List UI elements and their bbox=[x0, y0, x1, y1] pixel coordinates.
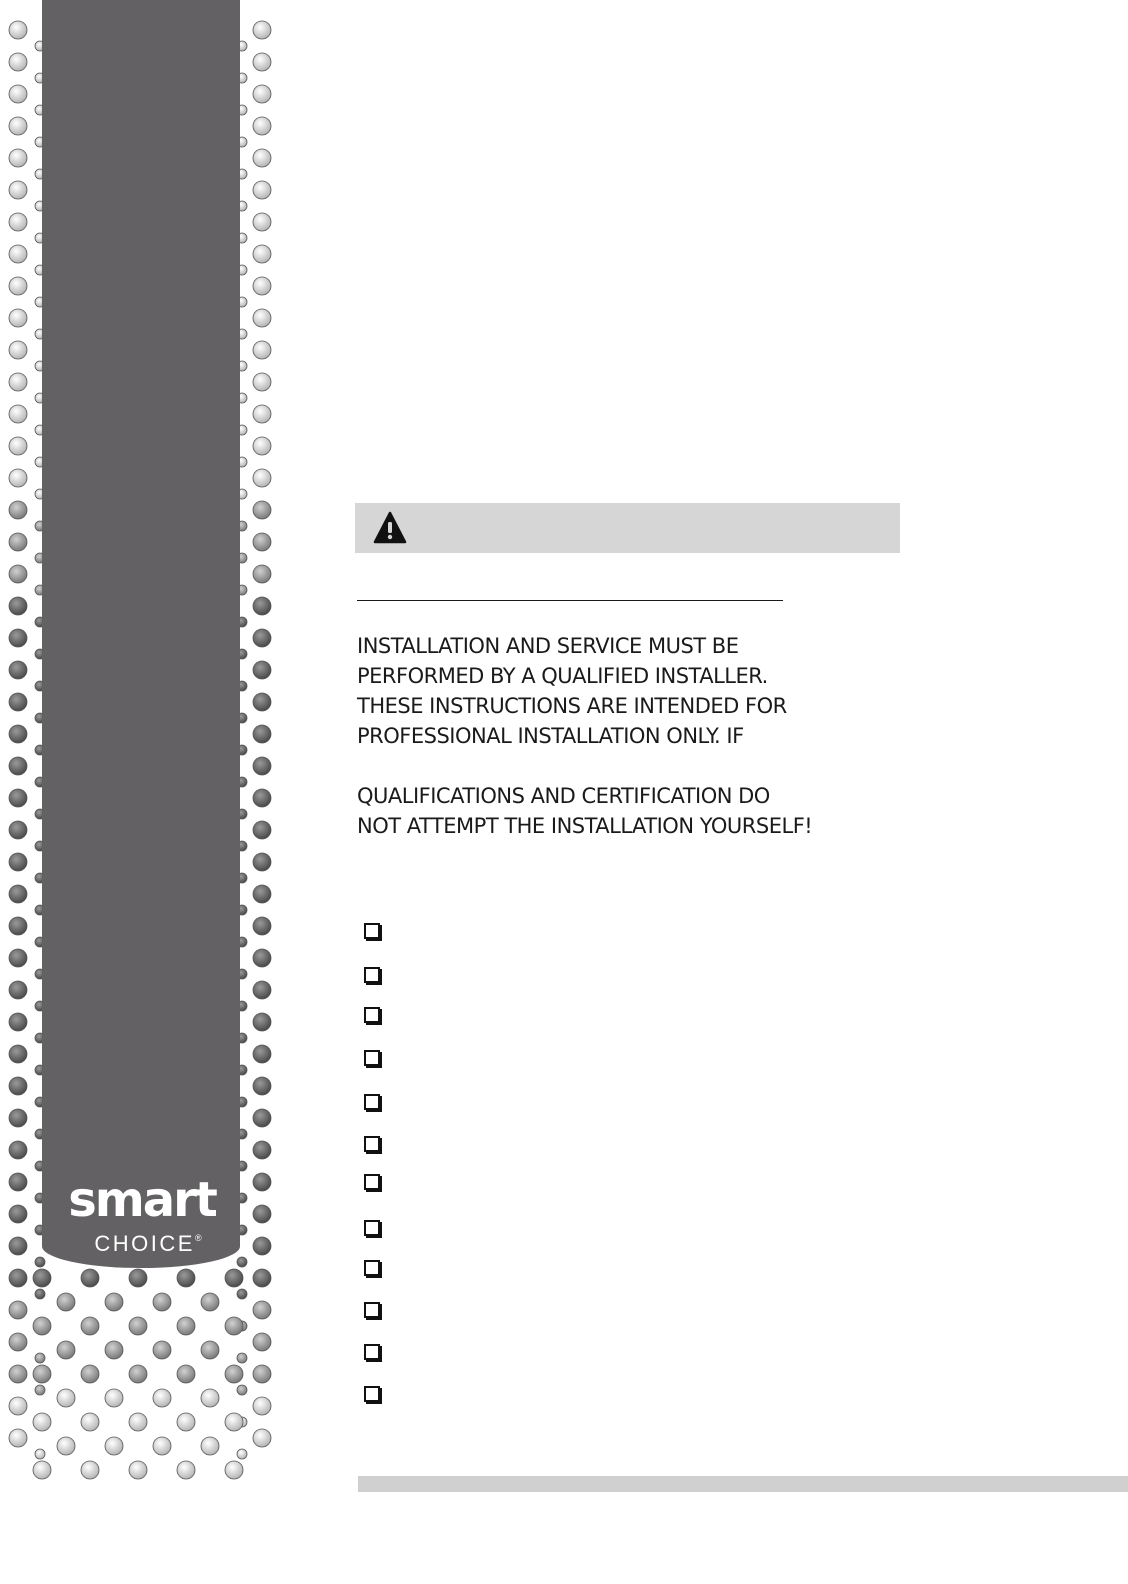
decorative-dot bbox=[57, 1293, 75, 1311]
decorative-dot bbox=[9, 53, 27, 71]
decorative-dot bbox=[177, 1317, 195, 1335]
decorative-dot bbox=[253, 533, 271, 551]
decorative-dot bbox=[253, 213, 271, 231]
checklist-checkbox[interactable] bbox=[364, 1007, 380, 1023]
checklist-checkbox[interactable] bbox=[364, 967, 380, 983]
brand-logo-bottom bbox=[42, 1226, 240, 1256]
decorative-dot bbox=[81, 1413, 99, 1431]
decorative-dot bbox=[253, 853, 271, 871]
decorative-dot bbox=[81, 1269, 99, 1287]
decorative-dot bbox=[253, 277, 271, 295]
decorative-dot bbox=[9, 309, 27, 327]
decorative-dot bbox=[9, 693, 27, 711]
decorative-dot bbox=[9, 949, 27, 967]
decorative-dot bbox=[9, 1237, 27, 1255]
checklist-checkbox[interactable] bbox=[364, 1050, 380, 1066]
brand-logo-top: smart bbox=[68, 1172, 216, 1228]
decorative-dot bbox=[9, 149, 27, 167]
checklist-checkbox[interactable] bbox=[364, 1302, 380, 1318]
decorative-dot bbox=[225, 1365, 243, 1383]
decorative-dot bbox=[253, 949, 271, 967]
decorative-dot bbox=[237, 1353, 247, 1363]
decorative-dot bbox=[153, 1293, 171, 1311]
decorative-dot bbox=[129, 1461, 147, 1479]
checklist-checkbox[interactable] bbox=[364, 1260, 380, 1276]
decorative-dot bbox=[129, 1317, 147, 1335]
decorative-dot bbox=[253, 1205, 271, 1223]
decorative-dot bbox=[57, 1437, 75, 1455]
installer-notice bbox=[357, 631, 917, 841]
brand-band bbox=[42, 0, 240, 1268]
decorative-dot bbox=[253, 117, 271, 135]
decorative-dot bbox=[9, 1141, 27, 1159]
decorative-dot bbox=[201, 1293, 219, 1311]
checklist-checkbox[interactable] bbox=[364, 923, 380, 939]
decorative-dot bbox=[9, 821, 27, 839]
decorative-dot bbox=[253, 1141, 271, 1159]
decorative-dot bbox=[9, 1365, 27, 1383]
decorative-dot bbox=[253, 981, 271, 999]
checklist-checkbox[interactable] bbox=[364, 1386, 380, 1402]
notice-line: INSTALLATION AND SERVICE MUST BE bbox=[357, 634, 739, 658]
decorative-dot bbox=[253, 1077, 271, 1095]
decorative-dot bbox=[33, 1365, 51, 1383]
decorative-dot bbox=[253, 309, 271, 327]
decorative-dot bbox=[253, 757, 271, 775]
notice-line: PERFORMED BY A QUALIFIED INSTALLER. bbox=[357, 664, 768, 688]
brand-logo bbox=[42, 1174, 240, 1256]
decorative-dot bbox=[201, 1389, 219, 1407]
decorative-dot bbox=[129, 1413, 147, 1431]
decorative-dot bbox=[81, 1461, 99, 1479]
decorative-dot bbox=[9, 1301, 27, 1319]
decorative-dot bbox=[9, 1397, 27, 1415]
decorative-dot bbox=[253, 1397, 271, 1415]
decorative-dot bbox=[9, 853, 27, 871]
decorative-dot bbox=[253, 565, 271, 583]
decorative-dot bbox=[253, 1045, 271, 1063]
decorative-dot bbox=[253, 85, 271, 103]
decorative-dot bbox=[153, 1341, 171, 1359]
decorative-dot bbox=[237, 1385, 247, 1395]
decorative-dot bbox=[9, 373, 27, 391]
checklist-checkbox[interactable] bbox=[364, 1344, 380, 1360]
decorative-dot bbox=[9, 725, 27, 743]
decorative-dot bbox=[253, 597, 271, 615]
decorative-dot bbox=[9, 1077, 27, 1095]
decorative-dot bbox=[35, 1385, 45, 1395]
decorative-dot bbox=[9, 341, 27, 359]
decorative-dot bbox=[9, 1205, 27, 1223]
decorative-dot bbox=[81, 1365, 99, 1383]
decorative-dot bbox=[253, 181, 271, 199]
decorative-dot bbox=[9, 757, 27, 775]
notice-line: THESE INSTRUCTIONS ARE INTENDED FOR bbox=[357, 694, 787, 718]
decorative-dot bbox=[9, 1333, 27, 1351]
decorative-dot bbox=[33, 1461, 51, 1479]
decorative-dot bbox=[253, 725, 271, 743]
decorative-dot bbox=[9, 1173, 27, 1191]
checklist-checkbox[interactable] bbox=[364, 1094, 380, 1110]
decorative-dot bbox=[9, 661, 27, 679]
decorative-dot bbox=[105, 1341, 123, 1359]
decorative-dot bbox=[105, 1293, 123, 1311]
decorative-dot bbox=[9, 181, 27, 199]
brand-logo-bottom-text: CHOICE bbox=[94, 1231, 195, 1256]
decorative-dot bbox=[253, 373, 271, 391]
decorative-dot bbox=[105, 1389, 123, 1407]
decorative-dot bbox=[35, 1289, 45, 1299]
decorative-dot bbox=[253, 1013, 271, 1031]
title-rule bbox=[357, 600, 783, 601]
decorative-dot bbox=[253, 885, 271, 903]
warning-triangle-icon bbox=[373, 511, 407, 545]
decorative-dot bbox=[225, 1461, 243, 1479]
decorative-dot bbox=[177, 1413, 195, 1431]
decorative-dot bbox=[253, 789, 271, 807]
decorative-dot bbox=[9, 597, 27, 615]
decorative-dot bbox=[253, 693, 271, 711]
decorative-dot bbox=[9, 1013, 27, 1031]
decorative-dot bbox=[253, 21, 271, 39]
decorative-dot bbox=[9, 213, 27, 231]
decorative-dot bbox=[9, 85, 27, 103]
decorative-dot bbox=[129, 1365, 147, 1383]
registered-mark: ® bbox=[194, 1233, 202, 1243]
decorative-dot bbox=[9, 981, 27, 999]
decorative-dot bbox=[33, 1269, 51, 1287]
decorative-dot bbox=[253, 917, 271, 935]
decorative-dot bbox=[177, 1365, 195, 1383]
decorative-dot bbox=[225, 1317, 243, 1335]
decorative-dot bbox=[253, 1333, 271, 1351]
checklist-checkbox[interactable] bbox=[364, 1220, 380, 1236]
decorative-dot bbox=[9, 917, 27, 935]
decorative-dot bbox=[9, 1109, 27, 1127]
decorative-dot bbox=[33, 1413, 51, 1431]
decorative-dot bbox=[57, 1389, 75, 1407]
decorative-dot bbox=[253, 661, 271, 679]
decorative-dot bbox=[253, 821, 271, 839]
decorative-dot bbox=[253, 437, 271, 455]
decorative-dot bbox=[237, 1289, 247, 1299]
decorative-dot bbox=[253, 629, 271, 647]
decorative-dot bbox=[129, 1269, 147, 1287]
decorative-dot bbox=[253, 501, 271, 519]
decorative-dot bbox=[253, 1237, 271, 1255]
decorative-dot bbox=[9, 117, 27, 135]
decorative-dot bbox=[9, 629, 27, 647]
checklist-checkbox[interactable] bbox=[364, 1136, 380, 1152]
decorative-dot bbox=[35, 1353, 45, 1363]
decorative-dot bbox=[57, 1341, 75, 1359]
notice-line: QUALIFICATIONS AND CERTIFICATION DO bbox=[357, 784, 770, 808]
decorative-dot bbox=[253, 1269, 271, 1287]
notice-line: PROFESSIONAL INSTALLATION ONLY. IF bbox=[357, 724, 744, 748]
decorative-dot bbox=[9, 21, 27, 39]
decorative-dot bbox=[9, 1429, 27, 1447]
decorative-dot bbox=[9, 565, 27, 583]
decorative-dot bbox=[253, 245, 271, 263]
decorative-dot bbox=[177, 1269, 195, 1287]
checklist-checkbox[interactable] bbox=[364, 1174, 380, 1190]
warning-header-bar bbox=[355, 503, 900, 553]
decorative-dot bbox=[9, 245, 27, 263]
decorative-dot bbox=[253, 1173, 271, 1191]
decorative-dot bbox=[201, 1437, 219, 1455]
decorative-dot bbox=[9, 469, 27, 487]
decorative-dot bbox=[9, 501, 27, 519]
decorative-dot bbox=[35, 1257, 45, 1267]
decorative-dot bbox=[253, 341, 271, 359]
decorative-dot bbox=[253, 1301, 271, 1319]
decorative-dot bbox=[9, 885, 27, 903]
decorative-dot bbox=[253, 1365, 271, 1383]
decorative-dot bbox=[9, 789, 27, 807]
decorative-dot bbox=[9, 437, 27, 455]
decorative-dot bbox=[153, 1437, 171, 1455]
decorative-dot bbox=[35, 1449, 45, 1459]
notice-line bbox=[357, 751, 917, 781]
decorative-dot bbox=[105, 1437, 123, 1455]
footer-bar bbox=[358, 1476, 1128, 1492]
decorative-dot bbox=[9, 1045, 27, 1063]
decorative-dot bbox=[225, 1269, 243, 1287]
decorative-dot bbox=[33, 1317, 51, 1335]
decorative-dot bbox=[201, 1341, 219, 1359]
decorative-dot bbox=[177, 1461, 195, 1479]
decorative-dot bbox=[153, 1389, 171, 1407]
decorative-dot bbox=[253, 405, 271, 423]
decorative-dot bbox=[9, 533, 27, 551]
decorative-dot bbox=[9, 277, 27, 295]
notice-line: NOT ATTEMPT THE INSTALLATION YOURSELF! bbox=[357, 814, 813, 838]
decorative-dot bbox=[253, 149, 271, 167]
decorative-dot bbox=[253, 1109, 271, 1127]
decorative-dot bbox=[237, 1257, 247, 1267]
decorative-dot bbox=[253, 53, 271, 71]
decorative-dot bbox=[9, 1269, 27, 1287]
decorative-dot bbox=[225, 1413, 243, 1431]
decorative-dot bbox=[253, 469, 271, 487]
decorative-dot bbox=[9, 405, 27, 423]
decorative-dot bbox=[81, 1317, 99, 1335]
decorative-dot bbox=[253, 1429, 271, 1447]
decorative-dot bbox=[237, 1449, 247, 1459]
